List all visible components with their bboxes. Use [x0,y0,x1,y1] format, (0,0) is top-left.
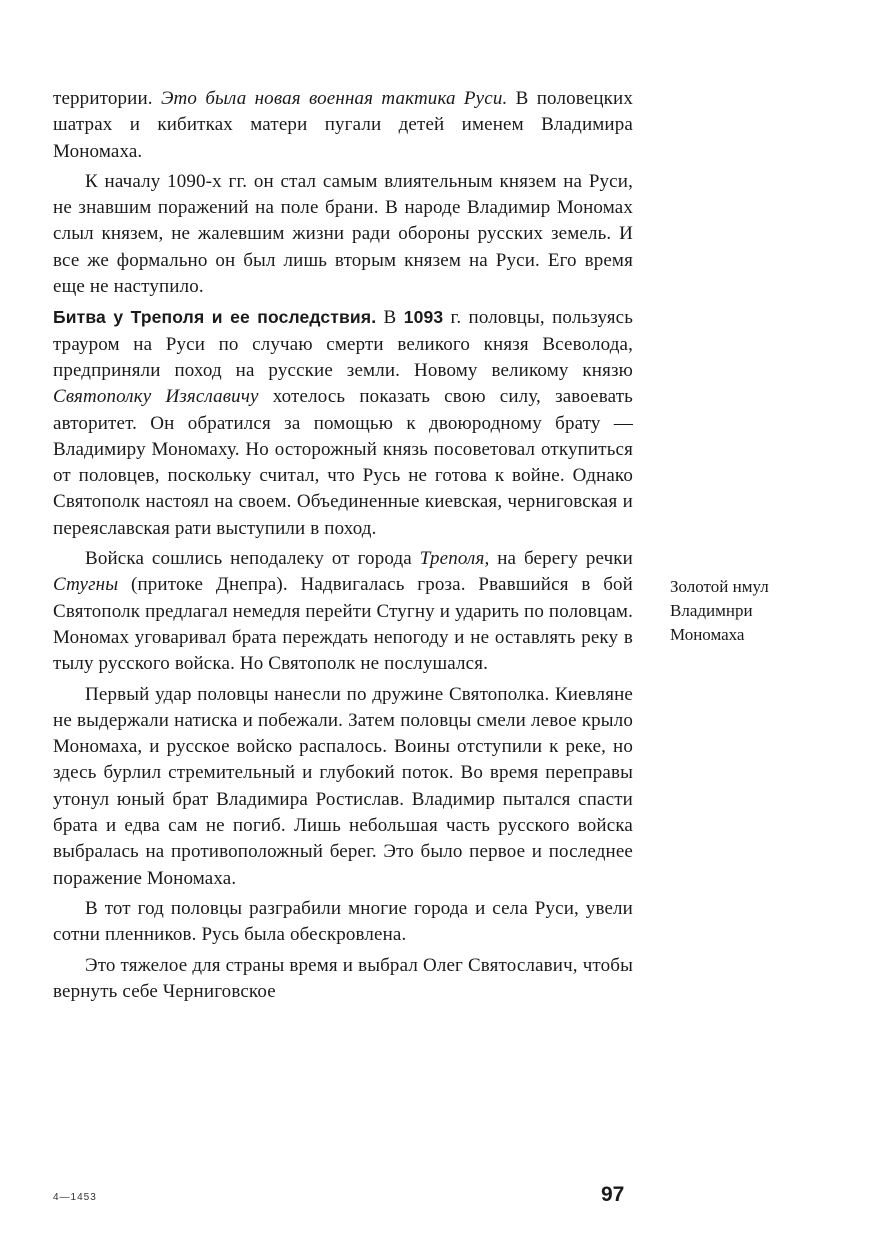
main-column [53,86,633,1005]
italic-term: Стугны [53,574,119,596]
body-text [53,86,633,1005]
text-run: хотелось показать свою силу, завоевать авторитет. Он обратился за помощью к двоюродному брату — Владимиру Мономаху. Но осторожный князь посоветовал откупиться от половцев, поскольку считал, что Русь не готова к войне. Однако Святополк настоял на своем. Объединенные киевская, черниговская и переяславская рати выступили в поход. [53,386,633,539]
paragraph [53,953,633,1006]
paragraph [53,169,633,300]
image-caption [670,575,840,647]
italic-term: Святополку Изяславичу [53,386,259,408]
text-run: Первый удар половцы нанесли по дружине Святополка. Киевляне не выдержали натиска и побежали. Затем половцы смели левое крыло Мономаха, и русское войско распалось. Воины отступили к реке, но здесь бурлил стремительный и глубокий поток. Во время переправы утонул юный брат Владимира Ростислав. Владимир пытался спасти брата и едва сам не погиб. Лишь небольшая часть русского войска выбралась на противоположный берег. Это было первое и последнее поражение Мономаха. [53,683,633,889]
text-run: г. половцы, пользуясь трауром на Руси по случаю смерти великого князя Всеволода, предприняли поход на русские земли. Новому великому князю [53,307,634,381]
text-run: (притоке Днепра). Надвигалась гроза. Рвавшийся в бой Святополк предлагал немедля перейти Стугну и ударить по половцам. Мономах уговаривал брата переждать непогоду и не оставлять реку в тылу русского войска. Но Святополк не послушался. [53,574,633,675]
caption-line: Золотой нмул [670,577,769,596]
text-run: К началу 1090-х гг. он стал самым влиятельным князем на Руси, не знавшим поражений на поле брани. В народе Владимир Мономах слыл князем, не жалевшим жизни ради обороны русских земель. И все же формально он был лишь вторым князем на Руси. Его время еще не наступило. [53,170,633,298]
caption-line: Мономаха [670,625,745,644]
text-run: Это тяжелое для страны время и выбрал Олег Святославич, чтобы вернуть себе Черниговское [53,954,633,1002]
italic-term: Это была новая военная тактика Руси. [160,88,508,109]
text-run: В [376,307,404,329]
text-run: на берегу речки [489,548,633,570]
caption-line: Владимнри [670,601,753,620]
text-run: В половецких шатрах и кибитках матери пугали детей именем Владимира Мономаха. [53,88,633,162]
italic-term: Треполя, [419,548,490,570]
section-heading: Битва у Треполя и ее последствия. [53,307,377,328]
paragraph [53,304,633,542]
print-signature: 4—1453 [53,1192,97,1203]
text-run: территории. [53,88,161,109]
paragraph [53,896,633,949]
paragraph [53,86,633,165]
year-number: 1093 [403,307,444,328]
text-run: В тот год половцы разграбили многие города и села Руси, увели сотни пленников. Русь была обескровлена. [53,897,633,946]
paragraph [53,546,633,677]
paragraph [53,682,633,892]
text-run: Войска сошлись неподалеку от города [85,548,420,570]
page-number: 97 [601,1183,625,1206]
